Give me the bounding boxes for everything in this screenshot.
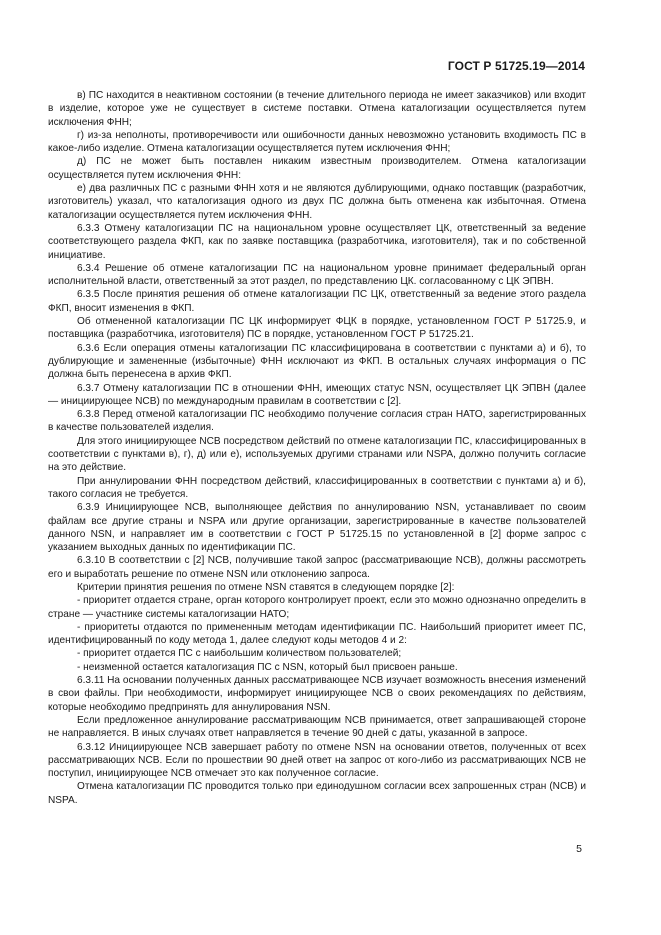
paragraph-criteria-intro: Критерии принятия решения по отмене NSN ставятся в следующем порядке [2]: xyxy=(77,581,455,593)
paragraph-6-3-4: 6.3.4 Решение об отмене каталогизации ПС на национальном уровне принимает федеральный орган исполнительной власти, ответственный за этот раздел, по представлению ЦК. согласованному с ЦК ЭПВН. xyxy=(48,262,586,288)
document-body xyxy=(48,89,586,807)
paragraph-6-3-8: 6.3.8 Перед отменой каталогизации ПС необходимо получение согласия стран НАТО, зарегистрированных в качестве пользователей изделия. xyxy=(48,409,586,434)
paragraph-6-3-7: 6.3.7 Отмену каталогизации ПС в отношении ФНН, имеющих статус NSN, осуществляет ЦК ЭПВН (далее — инициирующее NCB) по международным правилам в соответствии с [2]. xyxy=(48,382,586,407)
criteria-list-item: - приоритет отдается ПС с наибольшим количеством пользователей; xyxy=(77,648,402,660)
paragraph-item-d: д) ПС не может быть поставлен никаким известным производителем. Отмена каталогизации осуществляется путем исключения ФНН: xyxy=(48,156,586,181)
paragraph-6-3-11-cont: Если предложенное аннулирование рассматривающим NCB принимается, ответ запрашивающей стороне не направляется. В иных случаях ответ направляется в течение 90 дней с даты, указанной в запросе. xyxy=(48,714,586,740)
paragraph-item-v: в) ПС находится в неактивном состоянии (в течение длительного периода не имеет заказчиков) или входит в изделие, которое уже не существует в системе поставки. Отмена каталогизации осуществляется путем исключения ФНН; xyxy=(48,90,586,128)
paragraph-6-3-11: 6.3.11 На основании полученных данных рассматривающее NCB изучает возможность внесения изменений в свои файлы. При необходимости, информирует инициирующее NCB о своих рекомендациях по действиям, которые необходимо предпринять для аннулирования NSN. xyxy=(48,675,586,713)
paragraph-6-3-12-cont: Отмена каталогизации ПС проводится только при единодушном согласии всех запрошенных стран (NCB) и NSPA. xyxy=(48,781,586,806)
page-number: 5 xyxy=(576,843,582,855)
paragraph-6-3-5-cont: Об отмененной каталогизации ПС ЦК информирует ФЦК в порядке, установленном ГОСТ Р 51725.9, и поставщика (разработчика, изготовителя) ПС в порядке, установленном ГОСТ Р 51725.21. xyxy=(48,316,586,341)
paragraph-6-3-10: 6.3.10 В соответствии с [2] NCB, получившие такой запрос (рассматривающие NCB), должны рассмотреть его и выработать решение по отмене NSN или отклонению запроса. xyxy=(48,555,586,580)
paragraph-6-3-5: 6.3.5 После принятия решения об отмене каталогизации ПС ЦК, ответственный за ведение этого раздела ФКП, вносит изменения в ФКП. xyxy=(48,289,586,314)
paragraph-item-e: е) два различных ПС с разными ФНН хотя и не являются дублирующими, однако поставщик (разработчик, изготовитель) указал, что каталогизация одного из двух ПС должна быть отменена как избыточная. Отмена каталогизации осуществляется путем исключения ФНН. xyxy=(48,183,586,221)
paragraph-6-3-9: 6.3.9 Инициирующее NCB, выполняющее действия по аннулированию NSN, устанавливает по своим файлам все другие страны и NSPA или другие организации, зарегистрированные в качестве пользователей данного NSN, и направляет им в соответствии с ГОСТ Р 51725.15 по установленной в [2] форме запрос с указанием выходных данных по идентификации ПС. xyxy=(48,502,586,554)
criteria-list-item: - приоритеты отдаются по примененным методам идентификации ПС. Наибольший приоритет имеет ПС, идентифицированный по коду метода 1, далее следуют коды методов 4 и 2: xyxy=(48,621,586,647)
paragraph-6-3-3: 6.3.3 Отмену каталогизации ПС на национальном уровне осуществляет ЦК, ответственный за ведение соответствующего раздела ФКП, как по заявке поставщика (разработчика, изготовителя), так и по собственной инициативе. xyxy=(48,222,586,261)
paragraph-6-3-8-cont2: При аннулировании ФНН посредством действий, классифицированных в соответствии с пунктами а) и б), такого согласия не требуется. xyxy=(48,475,586,500)
paragraph-6-3-12: 6.3.12 Инициирующее NCB завершает работу по отмене NSN на основании ответов, полученных от всех рассматривающих NCB. Если по прошествии 90 дней ответ на запрос от кого-либо из рассматривающих NCB не поступил, инициирующее NCB отмечает это как полученное согласие. xyxy=(48,741,586,780)
paragraph-6-3-8-cont: Для этого инициирующее NCB посредством действий по отмене каталогизации ПС, классифицированных в соответствии с пунктами в), г), д) или е), используемых другими странами или NSPA, должно получить согласие на это действие. xyxy=(48,435,586,474)
criteria-list-item: - приоритет отдается стране, орган которого контролирует проект, если это можно однозначно определить в стране — участнике системы каталогизации НАТО; xyxy=(48,595,586,620)
document-header: ГОСТ Р 51725.19—2014 xyxy=(447,59,585,73)
criteria-list-item: - неизменной остается каталогизация ПС с NSN, который был присвоен раньше. xyxy=(77,661,458,673)
paragraph-6-3-6: 6.3.6 Если операция отмены каталогизации ПС классифицирована в соответствии с пунктами а) и б), то дублирующие и замененные (избыточные) ФНН исключают из ФКП. В остальных случаях информация о ПС должна быть перенесена в архив ФКП. xyxy=(48,342,586,381)
paragraph-item-g: г) из-за неполноты, противоречивости или ошибочности данных невозможно установить входимость ПС в какое-либо изделие. Отмена каталогизации осуществляется путем исключения ФНН; xyxy=(48,129,586,155)
